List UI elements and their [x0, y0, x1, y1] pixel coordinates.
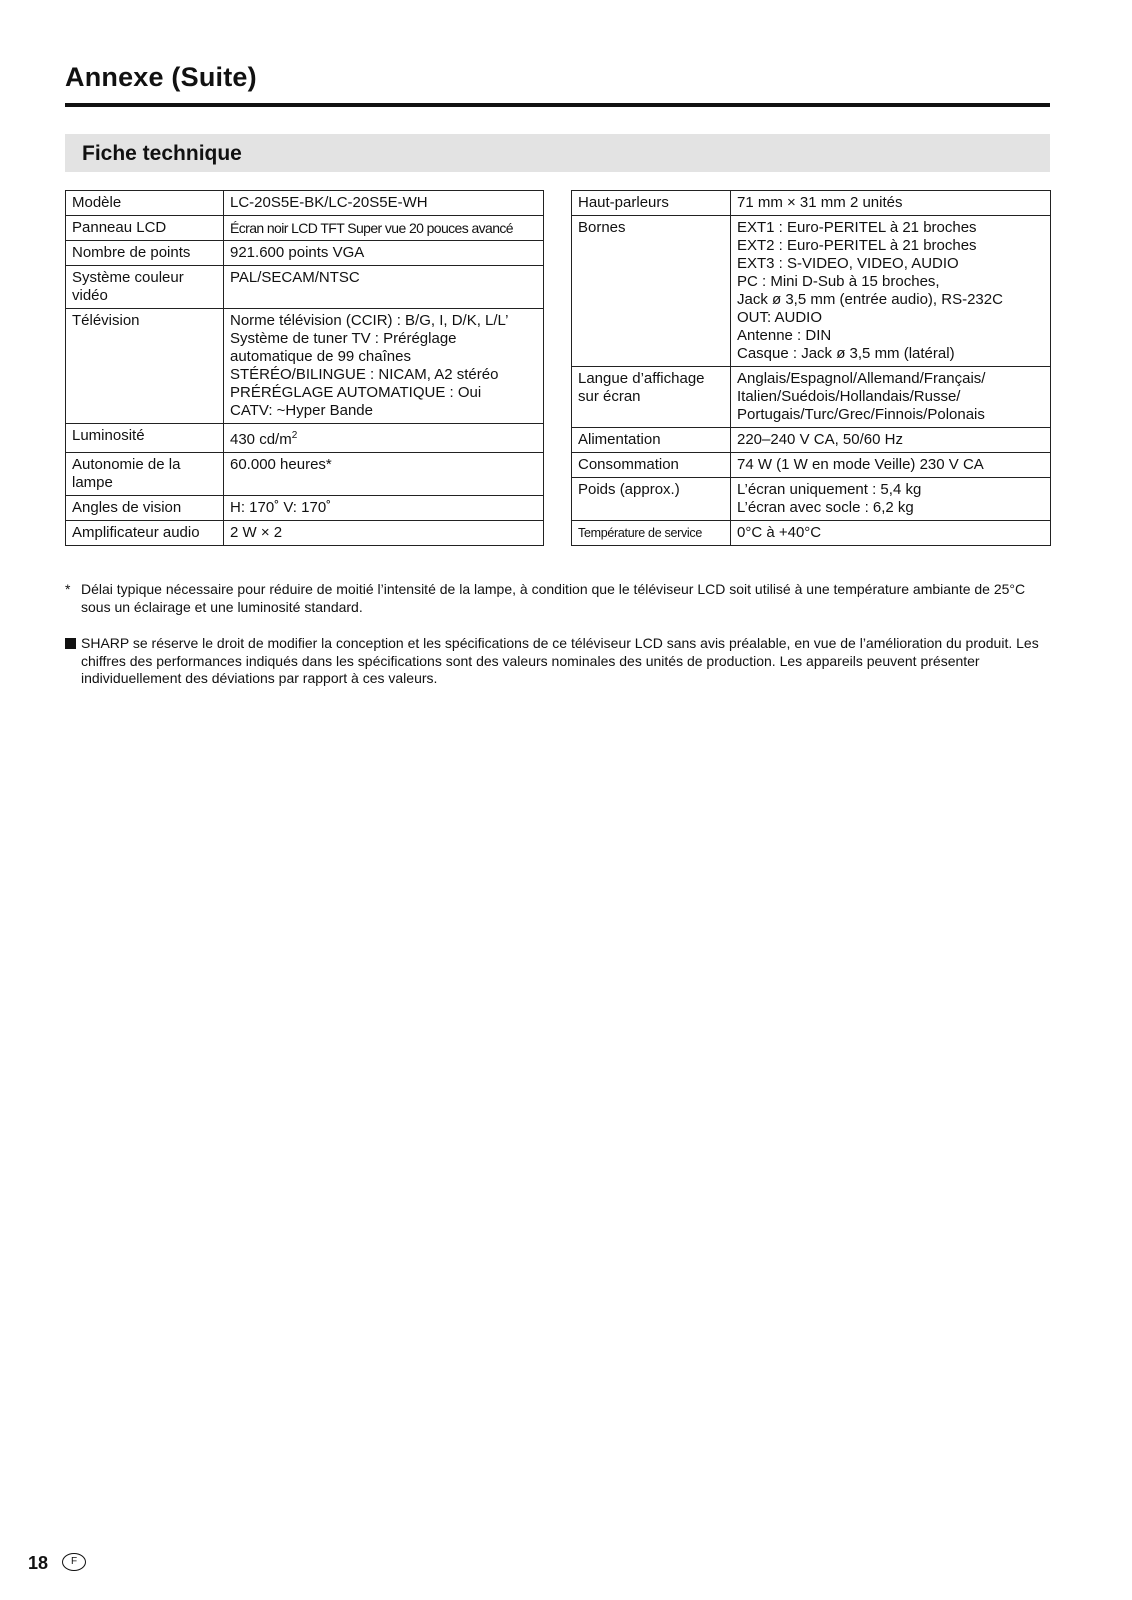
- spec-value: 0°C à +40°C: [731, 521, 1051, 546]
- footnote-text: Délai typique nécessaire pour réduire de moitié l’intensité de la lampe, à condition que le téléviseur LCD soit utilisé à une température ambiante de 25°C sous un éclairage et une luminosité standard.: [81, 581, 1026, 615]
- spec-label: Autonomie de la lampe: [66, 453, 224, 496]
- spec-value: LC-20S5E-BK/LC-20S5E-WH: [224, 191, 544, 216]
- spec-row-nombre-de-points: [66, 241, 544, 266]
- spec-value: PAL/SECAM/NTSC: [224, 266, 544, 309]
- spec-value: 220–240 V CA, 50/60 Hz: [731, 428, 1051, 453]
- footnote-sharp-notice: [65, 635, 1055, 688]
- spec-value: 921.600 points VGA: [224, 241, 544, 266]
- spec-table-right: [571, 190, 1051, 546]
- spec-label: Nombre de points: [66, 241, 224, 266]
- spec-row-poids: [572, 478, 1051, 521]
- language-badge: F: [62, 1553, 86, 1571]
- spec-row-langue-affichage: [572, 367, 1051, 428]
- spec-row-television: [66, 309, 544, 424]
- spec-label: Alimentation: [572, 428, 731, 453]
- spec-row-luminosite: [66, 424, 544, 453]
- spec-label: Modèle: [66, 191, 224, 216]
- spec-row-systeme-couleur: [66, 266, 544, 309]
- spec-row-bornes: [572, 216, 1051, 367]
- spec-table-left: [65, 190, 544, 546]
- spec-value: L’écran uniquement : 5,4 kg L’écran avec socle : 6,2 kg: [731, 478, 1051, 521]
- spec-row-haut-parleurs: [572, 191, 1051, 216]
- spec-label: Angles de vision: [66, 496, 224, 521]
- spec-value: [224, 424, 544, 453]
- spec-row-alimentation: [572, 428, 1051, 453]
- page-title: Annexe (Suite): [65, 62, 257, 92]
- superscript: 2: [291, 430, 298, 441]
- spec-label: Panneau LCD: [66, 216, 224, 241]
- spec-label: Télévision: [66, 309, 224, 424]
- spec-label: Bornes: [572, 216, 731, 367]
- spec-label: Système couleur vidéo: [66, 266, 224, 309]
- spec-label: Langue d’affichage sur écran: [572, 367, 731, 428]
- spec-value: Anglais/Espagnol/Allemand/Français/ Italien/Suédois/Hollandais/Russe/ Portugais/Turc/Grec/Finnois/Polonais: [731, 367, 1051, 428]
- section-title: Fiche technique: [82, 142, 242, 165]
- asterisk-marker: *: [65, 581, 71, 597]
- spec-value: 71 mm × 31 mm 2 unités: [731, 191, 1051, 216]
- spec-value: H: 170˚ V: 170˚: [224, 496, 544, 521]
- notice-text: SHARP se réserve le droit de modifier la conception et les spécifications de ce téléviseur LCD sans avis préalable, en vue de l’amélioration du produit. Les chiffres des performances indiqués dans les spécifications sont des valeurs nominales des unités de production. Les appareils peuvent présenter individuellement des déviations par rapport à ces valeurs.: [81, 635, 1039, 686]
- spec-value: Écran noir LCD TFT Super vue 20 pouces avancé: [224, 216, 544, 241]
- spec-row-panneau-lcd: [66, 216, 544, 241]
- spec-value: 60.000 heures*: [224, 453, 544, 496]
- spec-label: Amplificateur audio: [66, 521, 224, 546]
- spec-value: Norme télévision (CCIR) : B/G, I, D/K, L/L’ Système de tuner TV : Préréglage automatique de 99 chaînes STÉRÉO/BILINGUE : NICAM, A2 stéréo PRÉRÉGLAGE AUTOMATIQUE : Oui CATV: ~Hyper Bande: [224, 309, 544, 424]
- footnote-lamp-life: [65, 581, 1055, 616]
- spec-label: Luminosité: [66, 424, 224, 453]
- spec-value: EXT1 : Euro-PERITEL à 21 broches EXT2 : Euro-PERITEL à 21 broches EXT3 : S-VIDEO, VIDEO, AUDIO PC : Mini D-Sub à 15 broches, Jack ø 3,5 mm (entrée audio), RS-232C OUT: AUDIO Antenne : DIN Casque : Jack ø 3,5 mm (latéral): [731, 216, 1051, 367]
- spec-row-autonomie-lampe: [66, 453, 544, 496]
- spec-label: Haut-parleurs: [572, 191, 731, 216]
- spec-label: Poids (approx.): [572, 478, 731, 521]
- title-rule: [65, 103, 1050, 107]
- spec-row-amplificateur-audio: [66, 521, 544, 546]
- spec-label: Consommation: [572, 453, 731, 478]
- square-bullet-icon: [65, 638, 76, 649]
- spec-value: 2 W × 2: [224, 521, 544, 546]
- spec-label: Température de service: [572, 521, 731, 546]
- spec-row-angles-de-vision: [66, 496, 544, 521]
- page-number: 18: [28, 1553, 49, 1573]
- spec-row-consommation: [572, 453, 1051, 478]
- luminosity-value: 430 cd/m: [230, 431, 292, 448]
- spec-value: 74 W (1 W en mode Veille) 230 V CA: [731, 453, 1051, 478]
- section-header: [65, 134, 1050, 172]
- spec-row-modele: [66, 191, 544, 216]
- spec-row-temperature: [572, 521, 1051, 546]
